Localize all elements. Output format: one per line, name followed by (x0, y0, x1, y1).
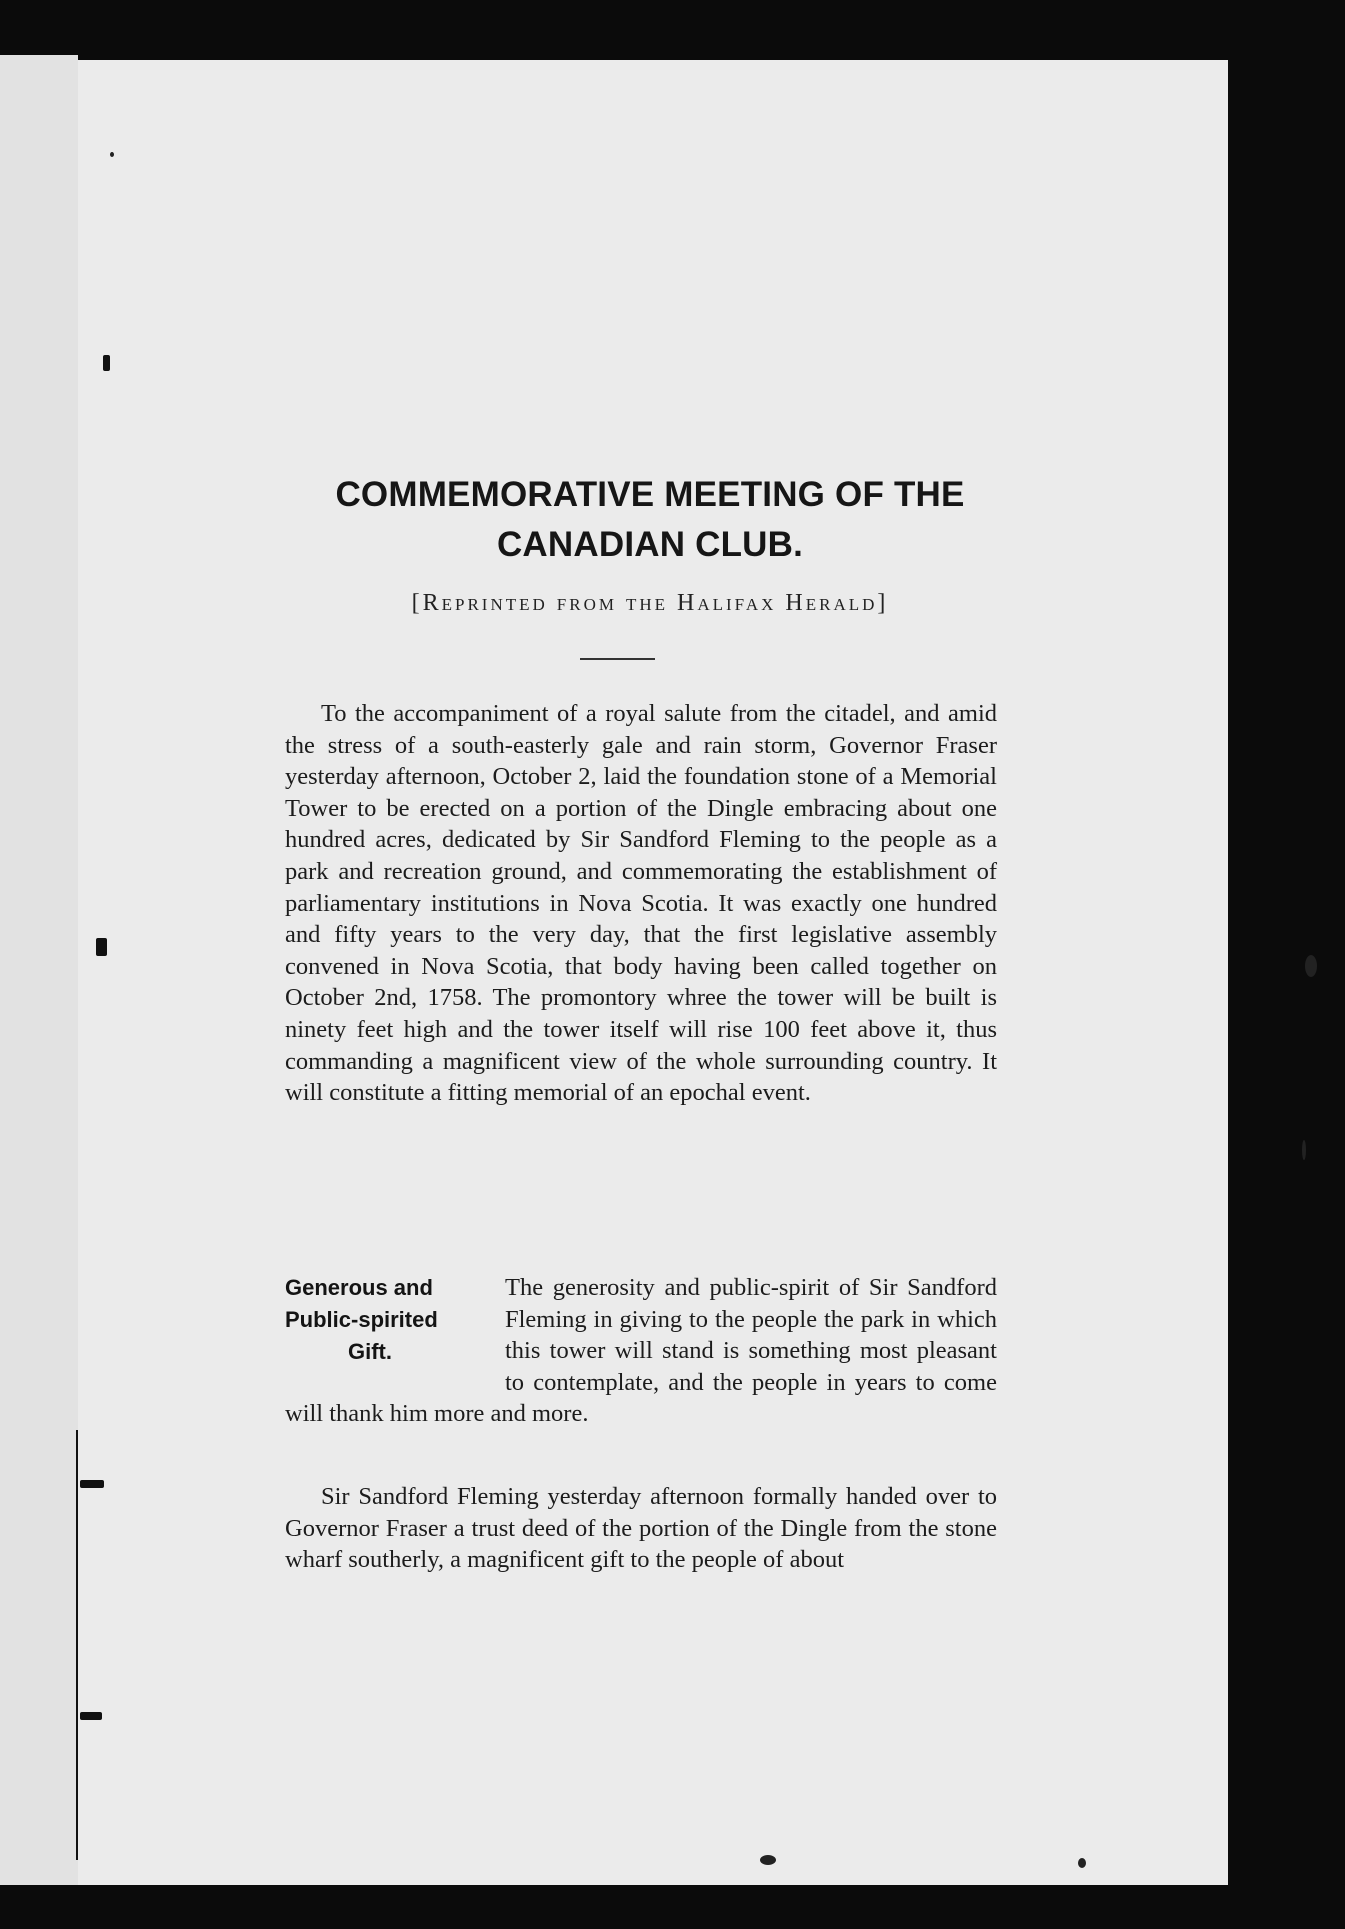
paragraph-with-sidenote (285, 1272, 997, 1430)
page-speck (1078, 1858, 1086, 1868)
margin-mark (80, 1480, 104, 1488)
sidenote-line: Public-spirited (285, 1307, 438, 1332)
sidenote-line: Gift. (348, 1339, 392, 1364)
paragraph: The generosity and public-spirit of Sir Sandford Fleming in giving to the people the park in which this tower will stand is something most pleasant to contemplate, and the people in years to come will thank him more and more. (285, 1274, 997, 1428)
article-title (290, 470, 1010, 570)
title-line: COMMEMORATIVE MEETING OF THE (335, 475, 965, 514)
divider-rule (580, 658, 655, 660)
reprint-note: [Reprinted from the Halifax Herald] (411, 590, 889, 616)
paragraph: To the accompaniment of a royal salute from the citadel, and amid the stress of a south-easterly gale and rain storm, Governor Fraser yesterday afternoon, October 2, laid the foundation stone of a Memorial Tower to be erected on a portion of the Dingle embracing about one hundred acres, dedicated by Sir Sandford Fleming to the people as a park and recreation ground, and commemorating the establishment of parliamentary institutions in Nova Scotia. It was exactly one hundred and fifty years to the very day, that the first legislative assembly convened in Nova Scotia, that body having been called together on October 2nd, 1758. The promontory whree the tower will be built is ninety feet high and the tower itself will rise 100 feet above it, thus commanding a magnificent view of the whole surrounding country. It will constitute a fitting memorial of an epochal event. (285, 700, 997, 1107)
page-speck (110, 152, 114, 157)
paragraph: Sir Sandford Fleming yesterday afternoon formally handed over to Governor Fraser a trust deed of the portion of the Dingle from the stone wharf southerly, a magnificent gift to the people of about (285, 1483, 997, 1574)
margin-mark (80, 1712, 102, 1720)
page-speck (760, 1855, 776, 1865)
page-speck (1302, 1140, 1306, 1160)
page-speck (1305, 955, 1317, 977)
sidenote-heading (285, 1272, 485, 1368)
margin-mark (103, 355, 110, 371)
margin-mark (96, 938, 107, 956)
title-line: CANADIAN CLUB. (496, 525, 804, 564)
sidenote-line: Generous and (285, 1275, 433, 1300)
previous-page-edge (0, 55, 78, 1885)
